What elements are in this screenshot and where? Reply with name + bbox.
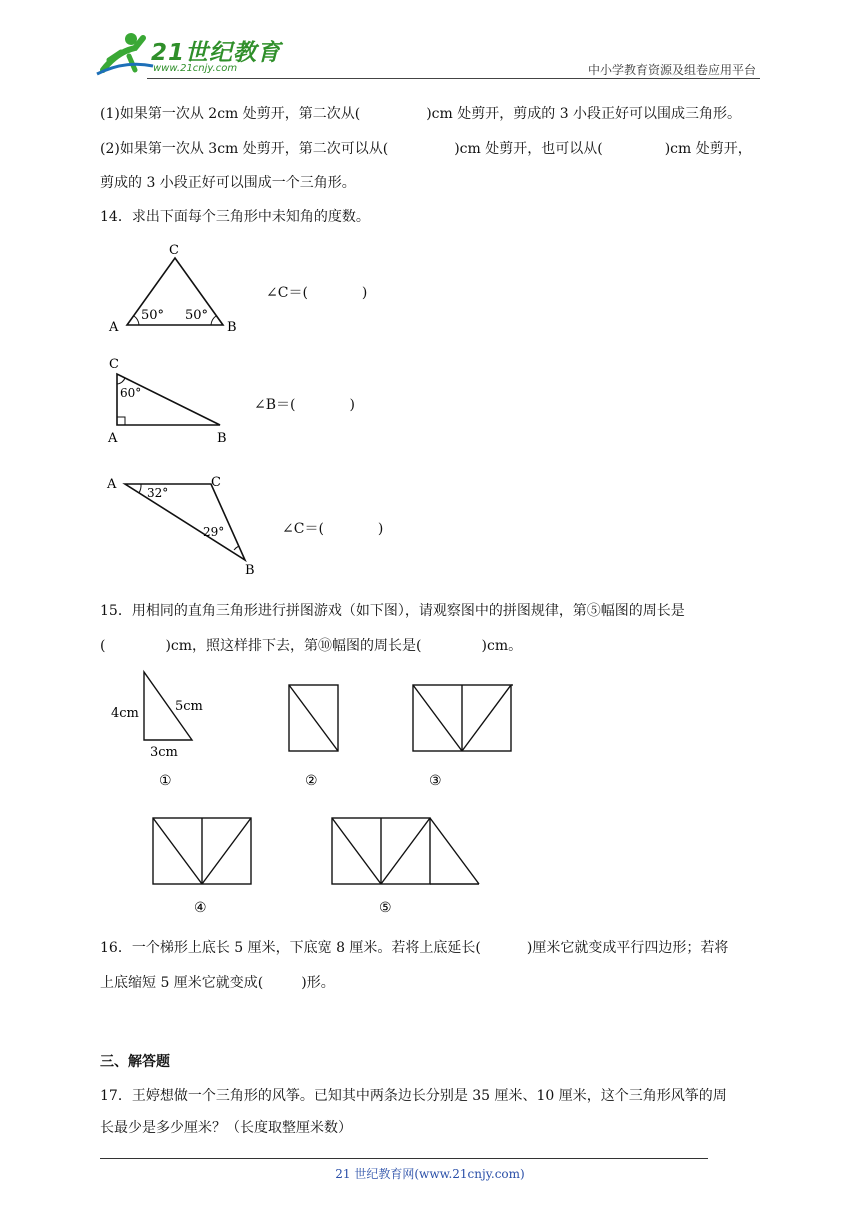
logo-url: www.21cnjy.com: [153, 63, 238, 74]
page-header: [95, 30, 760, 82]
footer-rule: [100, 1158, 708, 1159]
q16-line2: 上底缩短 5 厘米它就变成( )形。: [100, 975, 335, 991]
q13-part2-cont: 剪成的 3 小段正好可以围成一个三角形。: [100, 175, 356, 191]
vertex-label-a: A: [109, 320, 119, 335]
figure-label-4: ④: [194, 900, 207, 916]
figure-label-3: ③: [429, 773, 442, 789]
header-rule: [147, 78, 760, 79]
fig1-side-bottom: 3cm: [150, 745, 178, 760]
q14-answer-3: ∠C＝( ): [282, 521, 384, 537]
angle-label-b: 50°: [185, 308, 209, 323]
q16-line1: 16．一个梯形上底长 5 厘米，下底宽 8 厘米。若将上底延长( )厘米它就变成平行四边形；若将: [100, 940, 729, 956]
figure-label-5: ⑤: [379, 900, 392, 916]
logo-text: 21世纪教育: [151, 40, 282, 66]
q14-title: 14．求出下面每个三角形中未知角的度数。: [100, 209, 370, 225]
vertex-label-a: A: [108, 431, 118, 446]
vertex-label-b: B: [217, 431, 227, 446]
q15-line1: 15．用相同的直角三角形进行拼图游戏（如下图），请观察图中的拼图规律，第⑤幅图的周长是: [100, 603, 685, 619]
q14-triangle-2: [105, 350, 245, 450]
vertex-label-c: C: [169, 243, 179, 258]
angle-label-b: 29°: [203, 525, 225, 539]
figure-label-2: ②: [305, 773, 318, 789]
angle-label-c: 60°: [120, 386, 142, 400]
vertex-label-c: C: [211, 475, 221, 490]
fig1-side-hyp: 5cm: [175, 699, 203, 714]
q17-line1: 17．王婷想做一个三角形的风筝。已知其中两条边长分别是 35 厘米、10 厘米，这个三角形风筝的周: [100, 1088, 727, 1104]
vertex-label-a: A: [107, 477, 117, 492]
q13-part1: (1)如果第一次从 2cm 处剪开，第二次从( )cm 处剪开，剪成的 3 小段正好可以围成三角形。: [100, 106, 742, 122]
q14-triangle-3: [105, 470, 265, 578]
q17-line2: 长最少是多少厘米？（长度取整厘米数）: [100, 1120, 352, 1136]
vertex-label-c: C: [109, 357, 119, 372]
vertex-label-b: B: [227, 320, 237, 335]
figure-label-1: ①: [159, 773, 172, 789]
fig1-side-left: 4cm: [111, 706, 139, 721]
q14-answer-2: ∠B＝( ): [254, 397, 355, 413]
logo-icon: [95, 30, 155, 76]
angle-label-a: 32°: [147, 486, 169, 500]
q15-figures: [100, 664, 520, 924]
q15-line2: ( )cm，照这样排下去，第⑩幅图的周长是( )cm。: [100, 638, 523, 654]
q14-answer-1: ∠C＝( ): [266, 285, 368, 301]
q14-triangle-1: [105, 240, 255, 335]
angle-label-a: 50°: [141, 308, 165, 323]
section-title: 三、解答题: [100, 1054, 170, 1070]
header-right-text: 中小学教育资源及组卷应用平台: [587, 63, 756, 77]
footer-text: 21 世纪教育网(www.21cnjy.com): [335, 1167, 525, 1181]
vertex-label-b: B: [245, 563, 255, 578]
q13-part2: (2)如果第一次从 3cm 处剪开，第二次可以从( )cm 处剪开，也可以从( )cm 处剪开，: [100, 141, 752, 157]
